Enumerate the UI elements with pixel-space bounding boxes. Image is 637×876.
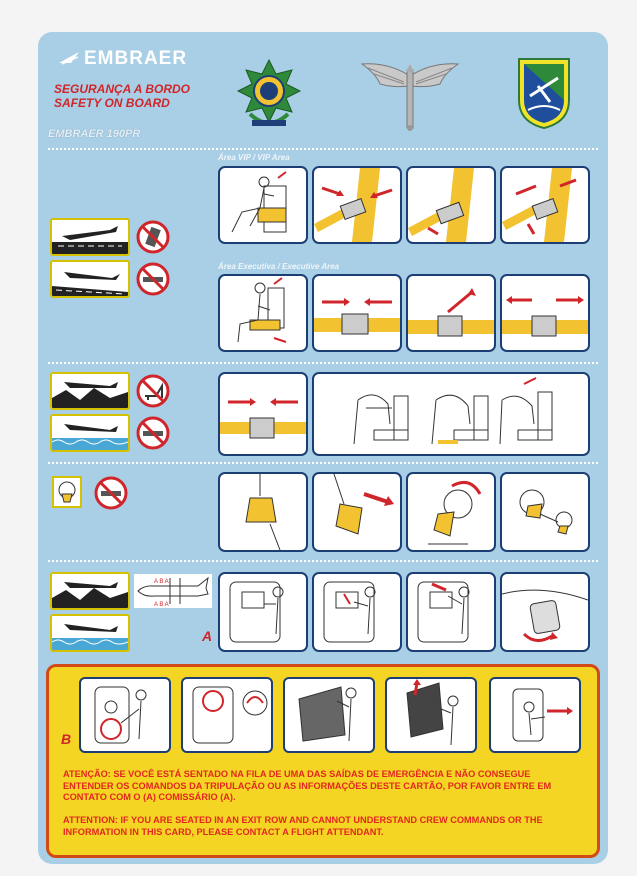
- air-force-wings-icon: [358, 54, 462, 134]
- brazil-coat-of-arms-icon: [236, 58, 302, 132]
- notice-english: ATTENTION: IF YOU ARE SEATED IN AN EXIT ROW AND CANNOT UNDERSTAND CREW COMMANDS OR THE INFORMATION IN THIS CARD, PLEASE CONTACT A FLIGHT ATTENDANT.: [63, 815, 543, 837]
- buckle-insert-panel: [312, 166, 402, 244]
- exit-a-step4-panel: [500, 572, 590, 652]
- squadron-shield-icon: [516, 56, 572, 130]
- belt-fasten-panel: [218, 372, 308, 456]
- exit-a-label: A: [202, 628, 213, 644]
- section-divider: [48, 560, 598, 562]
- section-divider: [48, 462, 598, 464]
- title-english: SAFETY ON BOARD: [54, 96, 170, 110]
- exit-b-label: B: [61, 731, 72, 747]
- exit-a-step3-panel: [406, 572, 496, 652]
- section-divider: [48, 148, 598, 150]
- aircraft-model: EMBRAER 190PR: [48, 128, 141, 140]
- oxygen-mask-icon: [52, 476, 82, 508]
- exit-b-step3-panel: [283, 677, 375, 753]
- executive-area-label: Área Executiva / Executive Area: [218, 262, 340, 271]
- no-smoking-icon: [94, 476, 128, 510]
- title-portuguese: SEGURANÇA A BORDO: [54, 82, 191, 96]
- no-smoking-icon: [136, 416, 170, 450]
- exit-row-notice-box: [46, 664, 600, 858]
- exit-land-icon: [50, 572, 130, 610]
- exit-b-step5-panel: [489, 677, 581, 753]
- takeoff-icon: [50, 218, 130, 256]
- embraer-logo: [58, 48, 187, 70]
- exit-b-step1-panel: [79, 677, 171, 753]
- no-smoking-icon: [136, 262, 170, 296]
- no-high-heels-icon: [136, 374, 170, 408]
- exit-a-step1-panel: [218, 572, 308, 652]
- exit-a-step2-panel: [312, 572, 402, 652]
- svg-text:A B A: A B A: [154, 602, 169, 608]
- exec-buckle-insert-panel: [312, 274, 402, 352]
- executive-seat-panel: [218, 274, 308, 352]
- brace-position-panel: [312, 372, 590, 456]
- exit-b-step4-panel: [385, 677, 477, 753]
- mask-place-panel: [406, 472, 496, 552]
- exec-buckle-release-panel: [500, 274, 590, 352]
- exec-buckle-tighten-panel: [406, 274, 496, 352]
- mask-pull-panel: [312, 472, 402, 552]
- exit-layout-icon: [134, 574, 212, 608]
- emergency-land-icon: [50, 372, 130, 410]
- landing-icon: [50, 260, 130, 298]
- embraer-wing-icon: [58, 51, 80, 65]
- svg-text:A B A: A B A: [154, 579, 169, 585]
- vip-seat-panel: [218, 166, 308, 244]
- no-electronics-icon: [136, 220, 170, 254]
- notice-portuguese: ATENÇÃO: SE VOCÊ ESTÁ SENTADO NA FILA DE UMA DAS SAÍDAS DE EMERGÊNCIA E NÃO CONSEGUE ENTENDER OS COMANDOS DA TRIPULAÇÃO OU AS INFORMAÇÕES DESTE CARTÃO, POR FAVOR ENTRE EM CONTATO COM O (A) COMISSÁRIO (A).: [63, 769, 552, 802]
- buckle-tighten-panel: [406, 166, 496, 244]
- mask-wear-panel: [500, 472, 590, 552]
- buckle-release-panel: [500, 166, 590, 244]
- vip-area-label: Área VIP / VIP Area: [218, 153, 290, 162]
- brand-name: EMBRAER: [84, 48, 188, 69]
- section-divider: [48, 362, 598, 364]
- exit-b-step2-panel: [181, 677, 273, 753]
- emergency-water-icon: [50, 414, 130, 452]
- safety-card: [38, 32, 608, 864]
- exit-water-icon: [50, 614, 130, 652]
- mask-drop-panel: [218, 472, 308, 552]
